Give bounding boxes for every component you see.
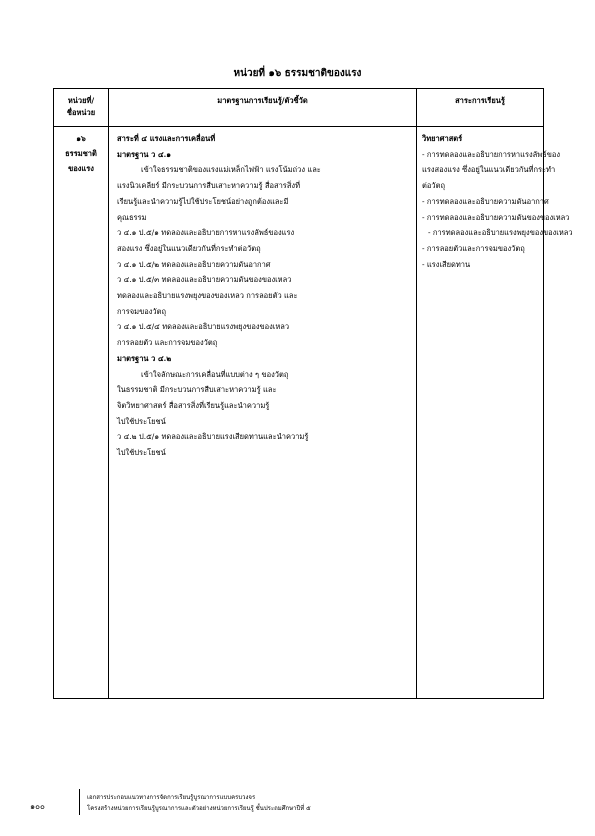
- standard-text-line: เข้าใจลักษณะการเคลื่อนที่แบบต่าง ๆ ของวัตถุ: [141, 369, 289, 379]
- standard-text-line: ไปใช้ประโยชน์: [117, 416, 166, 426]
- content-line: - การทดลองและอธิบายความดันอากาศ: [422, 196, 549, 206]
- header-unit-line: หน่วยที่/: [67, 96, 95, 105]
- indicator-line: ว ๔.๑ ป.๕/๒ ทดลองและอธิบายความดันอากาศ: [117, 259, 271, 269]
- table-header-row: [54, 89, 544, 127]
- unit-cell: [54, 127, 109, 699]
- standard-heading: มาตรฐาน ว ๔.๒: [117, 353, 172, 363]
- indicator-line: การจมของวัตถุ: [117, 306, 167, 316]
- unit-number: ๑๖: [76, 134, 86, 143]
- indicator-line: ไปใช้ประโยชน์: [117, 448, 166, 458]
- content-line: - การทดลองและอธิบายแรงพยุงของของเหลว: [428, 228, 573, 238]
- content-line: - การทดลองและอธิบายการหาแรงลัพธ์ของ: [422, 149, 561, 159]
- indicator-line: ทดลองและอธิบายแรงพยุงของของเหลว การลอยตัว และ: [117, 291, 298, 301]
- indicator-line: สองแรง ซึ่งอยู่ในแนวเดียวกันที่กระทำต่อวัตถุ: [117, 243, 261, 253]
- indicator-line: การลอยตัว และการจมของวัตถุ: [117, 338, 218, 348]
- unit-name-line: ของแรง: [68, 164, 94, 173]
- standard-text-line: เรียนรู้และนำความรู้ไปใช้ประโยชน์อย่างถูกต้องและมี: [117, 196, 289, 206]
- header-content: สาระการเรียนรู้: [417, 89, 544, 127]
- unit-name-line: ธรรมชาติ: [65, 149, 97, 158]
- standard-text-line: แรงนิวเคลียร์ มีกระบวนการสืบเสาะหาความรู้ สื่อสารสิ่งที่: [117, 181, 301, 191]
- page-title: หน่วยที่ ๑๖ ธรรมชาติของแรง: [233, 68, 362, 79]
- content-line: - การทดลองและอธิบายความดันของของเหลว: [422, 212, 570, 222]
- table-row: [54, 127, 544, 699]
- indicator-line: ว ๔.๑ ป.๕/๑ ทดลองและอธิบายการหาแรงลัพธ์ของแรง: [117, 228, 295, 238]
- content-line: แรงสองแรง ซึ่งอยู่ในแนวเดียวกันที่กระทำ: [422, 165, 556, 175]
- indicator-line: ว ๔.๑ ป.๕/๓ ทดลองและอธิบายความดันของของเหลว: [117, 275, 292, 285]
- subject-heading: วิทยาศาสตร์: [422, 134, 463, 143]
- strand-heading: สาระที่ ๔ แรงและการเคลื่อนที่: [117, 134, 216, 143]
- indicator-line: ว ๔.๑ ป.๕/๔ ทดลองและอธิบายแรงพยุงของของเหลว: [117, 322, 290, 332]
- indicator-line: ว ๔.๒ ป.๕/๑ ทดลองและอธิบายแรงเสียดทานและนำความรู้: [117, 432, 309, 442]
- header-unit: [54, 89, 109, 127]
- curriculum-table: [53, 88, 573, 699]
- footer-line: โครงสร้างหน่วยการเรียนรู้บูรณาการและตัวอย่างหน่วยการเรียนรู้ ชั้นประถมศึกษาปีที่ ๕: [87, 805, 311, 812]
- standard-text-line: จิตวิทยาศาสตร์ สื่อสารสิ่งที่เรียนรู้และนำความรู้: [117, 400, 270, 410]
- standard-heading: มาตรฐาน ว ๔.๑: [117, 149, 172, 159]
- standard-text-line: ในธรรมชาติ มีกระบวนการสืบเสาะหาความรู้ และ: [117, 385, 277, 395]
- content-line: - แรงเสียดทาน: [422, 259, 471, 269]
- content-line: ต่อวัตถุ: [422, 181, 445, 191]
- standard-text-line: เข้าใจธรรมชาติของแรงแม่เหล็กไฟฟ้า แรงโน้มถ่วง และ: [141, 165, 321, 175]
- content-line: - การลอยตัวและการจมของวัตถุ: [422, 243, 525, 253]
- standard-text-line: คุณธรรม: [117, 212, 147, 222]
- page-footer: [30, 788, 570, 818]
- header-standards: มาตรฐานการเรียนรู้/ตัวชี้วัด: [109, 89, 417, 127]
- content-cell: [417, 127, 573, 699]
- footer-divider: [79, 789, 80, 815]
- standards-cell: [109, 127, 417, 699]
- footer-line: เอกสารประกอบแนวทางการจัดการเรียนรู้บูรณาการแบบครบวงจร: [87, 794, 256, 801]
- header-unit-line: ชื่อหน่วย: [66, 108, 96, 117]
- page-number: ๑๐๐: [30, 802, 45, 811]
